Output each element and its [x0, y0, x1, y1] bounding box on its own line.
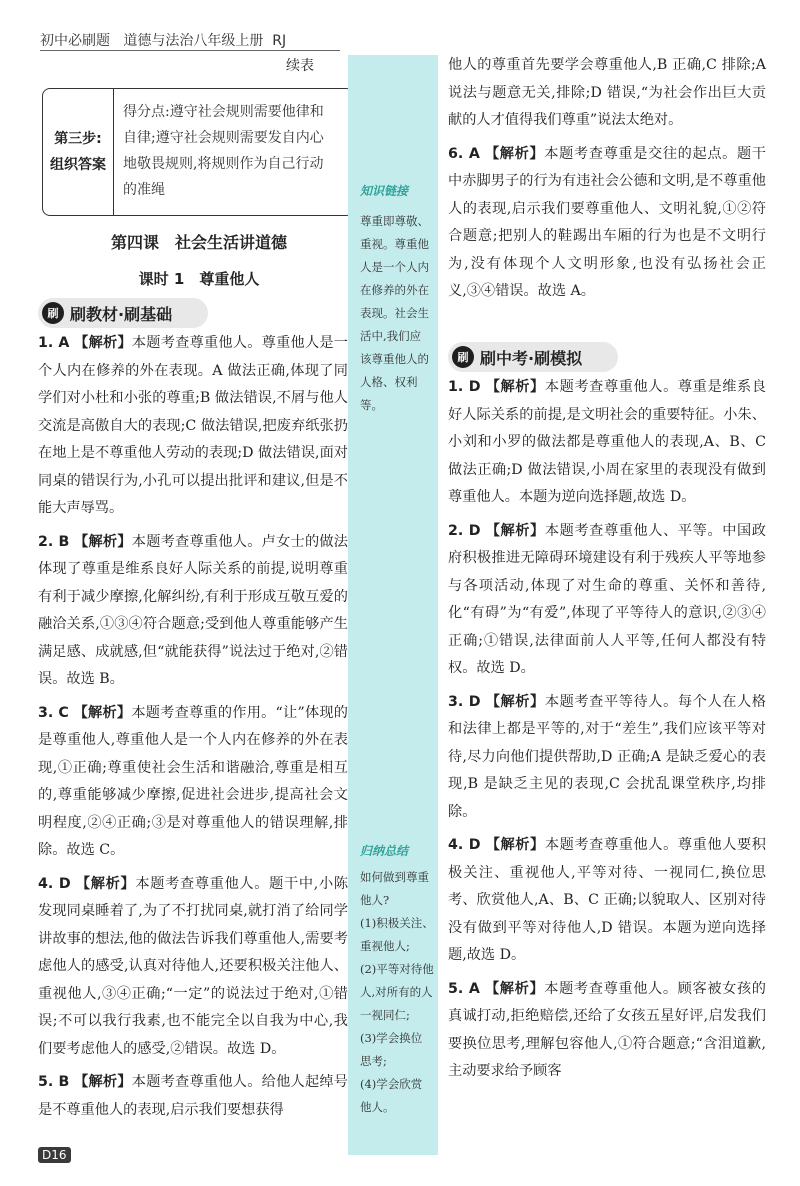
summary-text: 如何做到尊重 他人? (1)积极关注、 重视他人; (2)平等对待他 人,对所有的人 一视同仁; (3)学会换位 思考; (4)学会欣赏 他人。 — [360, 870, 434, 1114]
knowledge-link-text: 尊重即尊敬、 重视。尊重他 人是一个人内 在修养的外在 表现。社会生 活中,我们应 该尊重他人的 人格、权利等。 — [360, 214, 429, 412]
answer-item: 2. D 【解析】本题考查尊重他人、平等。中国政府积极推进无障碍环境建设有利于残疾人平等地参与各项活动,体现了对生命的尊重、关怀和善待,化“有碍”为“有爱”,体现了平等待人的意识,②③④正确;①错误,法律面前人人平等,任何人都没有特权。故选 D。 — [448, 522, 766, 676]
running-header — [40, 30, 286, 50]
answer-item: 5. B 【解析】本题考查尊重他人。给他人起绰号是不尊重他人的表现,启示我们要想获得 — [38, 1074, 348, 1118]
page-number: D16 — [38, 1147, 71, 1163]
lesson-subtitle: 课时 1 尊重他人 — [138, 270, 260, 288]
right-column-top — [448, 52, 766, 312]
brush-icon: 刷 — [42, 302, 64, 324]
section-banner-exam — [448, 342, 618, 372]
right-column — [448, 374, 766, 1092]
lesson-title: 第四课 社会生活讲道德 — [110, 233, 287, 252]
answer-item: 1. A 【解析】本题考查尊重他人。尊重他人是一个人内在修养的外在表现。A 做法正确,体现了同学们对小杜和小张的尊重;B 做法错误,不屑与他人交流是高傲自大的表现;C 做法错误,把废弃纸张扔在地上是不尊重他人劳动的表现;D 做法错误,面对同桌的错误行为,小孔可以提出批评和建议,但是不能大声辱骂。 — [38, 335, 348, 516]
section-banner-basic — [38, 298, 208, 328]
answer-item: 5. A 【解析】本题考查尊重他人。顾客被女孩的真诚打动,拒绝赔偿,还给了女孩五星好评,启发我们要换位思考,理解包容他人,①符合题意;“含泪道歉,主动要求给予顾客 — [448, 980, 766, 1079]
summary-heading: 归纳总结 — [360, 844, 409, 858]
answer-continuation: 他人的尊重首先要学会尊重他人,B 正确,C 排除;A 说法与题意无关,排除;D 错误,“为社会作出巨大贡献的人才值得我们尊重”说法太绝对。 — [448, 57, 766, 128]
header-rule — [40, 50, 340, 51]
answer-item: 6. A 【解析】本题考查尊重是交往的起点。题干中赤脚男子的行为有违社会公德和文明,是不尊重他人的表现,启示我们要尊重他人、文明礼貌,①②符合题意;把别人的鞋踢出车厢的行为也是不文明行为,没有体现个人文明形象,也没有弘扬社会正义,③④错误。故选 A。 — [448, 145, 766, 299]
answer-item: 4. D 【解析】本题考查尊重他人。题干中,小陈发现同桌睡着了,为了不打扰同桌,就打消了给同学讲故事的想法,他的做法告诉我们尊重他人,需要考虑他人的感受,认真对待他人,还要积极关注他人、重视他人,③④正确;“一定”的说法过于绝对,①错误;不可以我行我素,也不能完全以自我为中心,我们要考虑他人的感受,②错误。故选 D。 — [38, 875, 349, 1057]
subject-name: 道德与法治八年级上册 — [123, 33, 264, 49]
answer-item: 2. B 【解析】本题考查尊重他人。卢女士的做法体现了尊重是维系良好人际关系的前提,说明尊重有利于减少摩擦,化解纠纷,有利于形成互敬互爱的融洽关系,①③④符合题意;受到他人尊重能够产生满足感、成就感,但“就能获得”说法过于绝对,②错误。故选 B。 — [38, 533, 348, 687]
left-column — [38, 330, 348, 1130]
answer-item: 3. C 【解析】本题考查尊重的作用。“让”体现的是尊重他人,尊重他人是一个人内在修养的外在表现,①正确;尊重使社会生活和谐融洽,尊重是相互的,尊重能够减少摩擦,促进社会进步,提高社会文明程度,②④正确;③是对尊重他人的错误理解,排除。故选 C。 — [38, 704, 348, 858]
answer-item: 1. D 【解析】本题考查尊重他人。尊重是维系良好人际关系的前提,是文明社会的重要特征。小朱、小刘和小罗的做法都是尊重他人的表现,A、B、C 做法正确;D 做法错误,小周在家里的表现没有做到尊重他人。本题为逆向选择题,故选 D。 — [448, 379, 766, 505]
continue-label: 续表 — [286, 58, 314, 74]
book-name: 初中必刷题 — [40, 33, 110, 49]
banner-label: 刷中考·刷模拟 — [480, 348, 583, 368]
edition: RJ — [272, 33, 287, 49]
banner-label: 刷教材·刷基础 — [70, 304, 173, 324]
knowledge-link-heading: 知识链接 — [360, 184, 409, 198]
step-label: 第三步: 组织答案 — [43, 89, 114, 215]
answer-item: 3. D 【解析】本题考查平等待人。每个人在人格和法律上都是平等的,对于“差生”,我们应该平等对待,尽力向他们提供帮助,D 正确;A 是缺乏爱心的表现,B 是缺乏主见的表现,C 会扰乱课堂秩序,均排除。 — [448, 693, 766, 820]
answer-item: 4. D 【解析】本题考查尊重他人。尊重他人要积极关注、重视他人,平等对待、一视同仁,换位思考、欣赏他人,A、B、C 正确;以貌取人、区别对待没有做到平等对待他人,D 错误。本题为逆向选择题,故选 D。 — [448, 837, 766, 963]
step-content: 得分点:遵守社会规则需要他律和 自律;遵守社会规则需要发自内心 地敬畏规则,将规则作为自己行动 的准绳 — [123, 104, 324, 198]
brush-icon: 刷 — [452, 346, 474, 368]
step-table — [42, 88, 354, 216]
